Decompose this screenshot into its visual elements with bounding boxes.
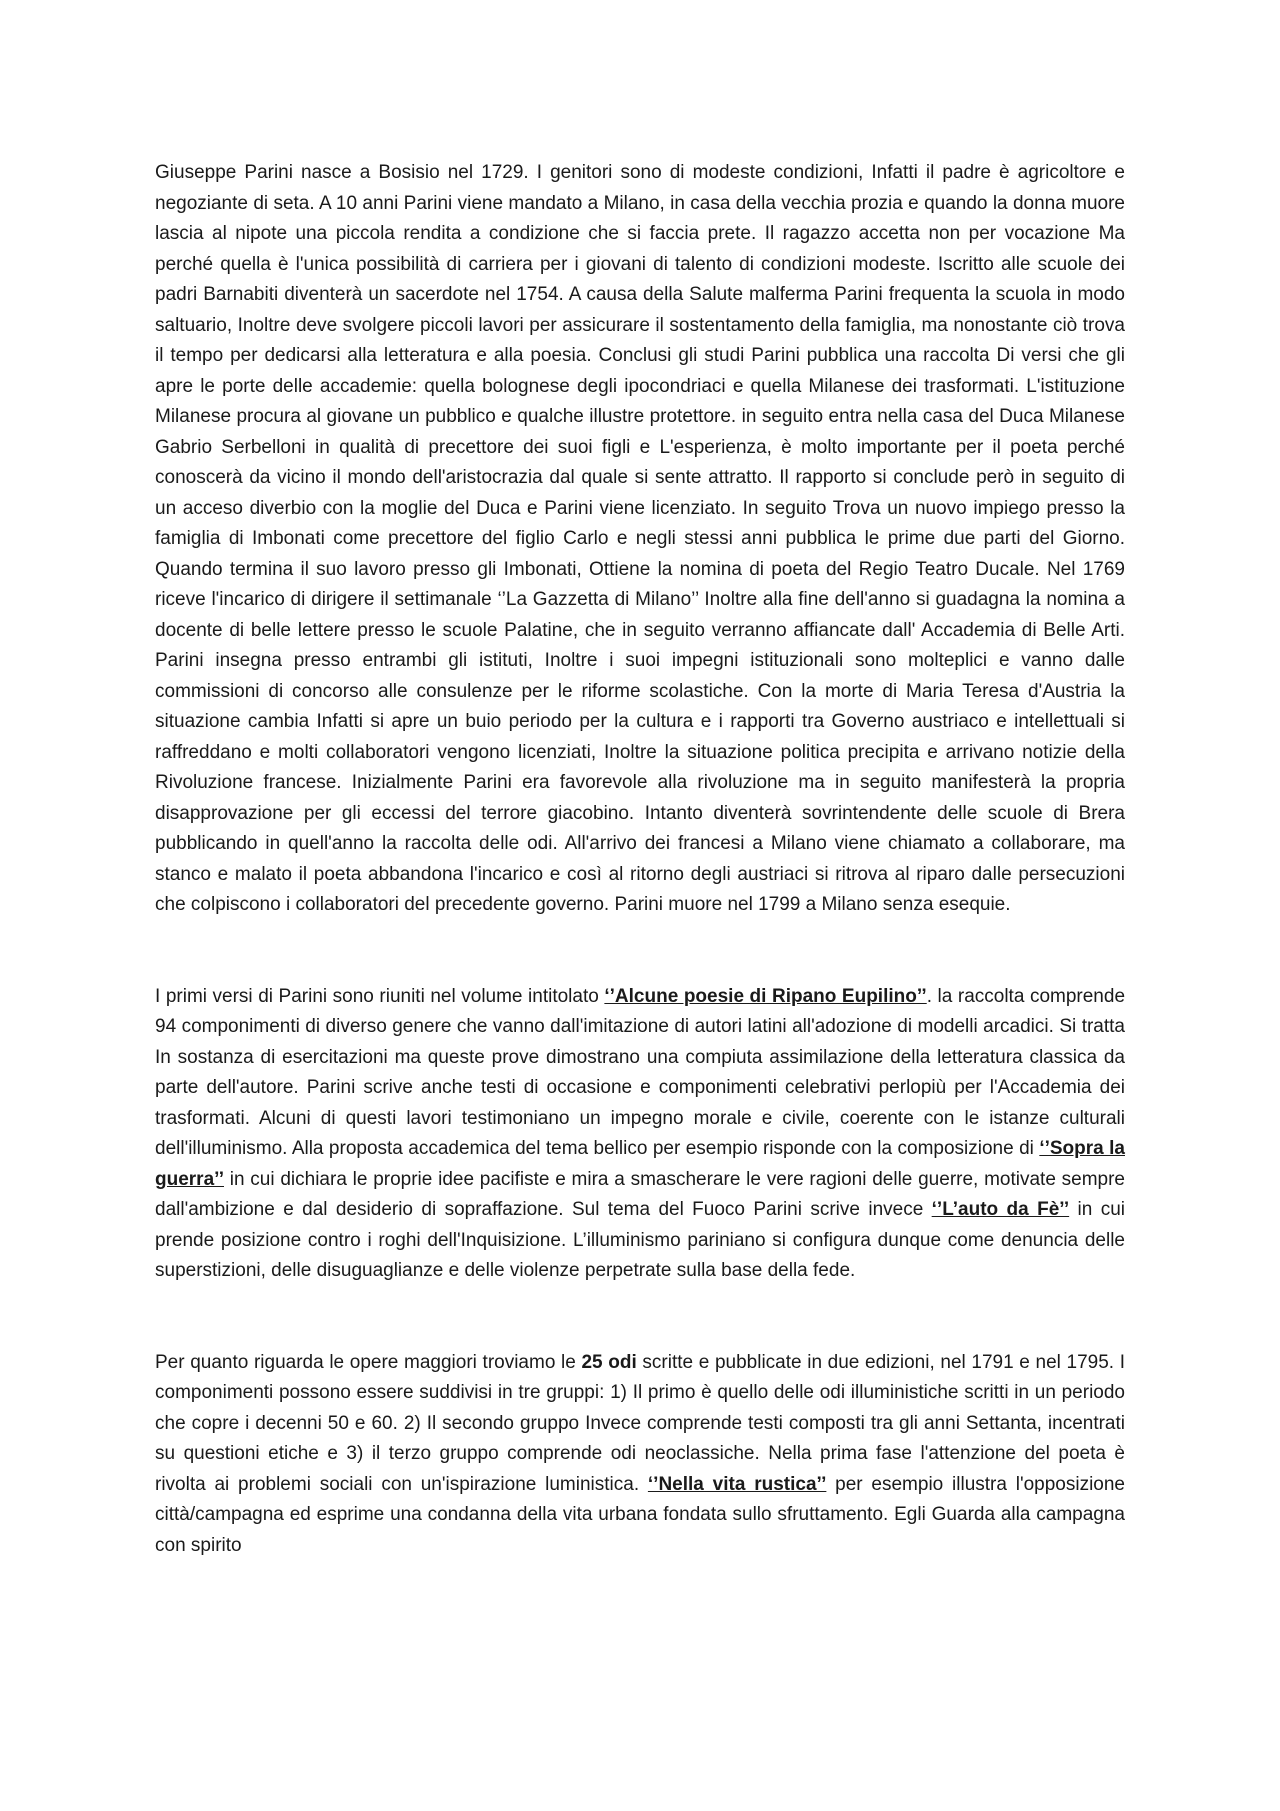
paragraph-biography-text: Giuseppe Parini nasce a Bosisio nel 1729. I genitori sono di modeste condizioni, Infatti il padre è agricoltore e negoziante di seta. A 10 anni Parini viene mandato a Milano, in casa della vecchia prozia e quando la donna muore lascia al nipote una piccola rendita a condizione che si faccia prete. Il ragazzo accetta non per vocazione Ma perché quella è l'unica possibilità di carriera per i giovani di talento di condizioni modeste. Iscritto alle scuole dei padri Barnabiti diventerà un sacerdote nel 1754. A causa della Salute malferma Parini frequenta la scuola in modo saltuario, Inoltre deve svolgere piccoli lavori per assicurare il sostentamento della famiglia, ma nonostante ciò trova il tempo per dedicarsi alla letteratura e alla poesia. Conclusi gli studi Parini pubblica una raccolta Di versi che gli apre le porte delle accademie: quella bolognese degli ipocondriaci e quella Milanese dei trasformati. L'istituzione Milanese procura al giovane un pubblico e qualche illustre protettore. in seguito entra nella casa del Duca Milanese Gabrio Serbelloni in qualità di precettore dei suoi figli e L'esperienza, è molto importante per il poeta perché conoscerà da vicino il mondo dell'aristocrazia dal quale si sente attratto. Il rapporto si conclude però in seguito di un acceso diverbio con la moglie del Duca e Parini viene licenziato. In seguito Trova un nuovo impiego presso la famiglia di Imbonati come precettore del figlio Carlo e negli stessi anni pubblica le prime due parti del Giorno. Quando termina il suo lavoro presso gli Imbonati, Ottiene la nomina di poeta del Regio Teatro Ducale. Nel 1769 riceve l'incarico di dirigere il settimanale ‘’La Gazzetta di Milano’’ Inoltre alla fine dell'anno si guadagna la nomina a docente di belle lettere presso le scuole Palatine, che in seguito verranno affiancate dall' Accademia di Belle Arti. Parini insegna presso entrambi gli istituti, Inoltre i suoi impegni istituzionali sono molteplici e vanno dalle commissioni di concorso alle consulenze per le riforme scolastiche. Con la morte di Maria Teresa d'Austria la situazione cambia Infatti si apre un buio periodo per la cultura e i rapporti tra Governo austriaco e intellettuali si raffreddano e molti collaboratori vengono licenziati, Inoltre la situazione politica precipita e arrivano notizie della Rivoluzione francese. Inizialmente Parini era favorevole alla rivoluzione ma in seguito manifesterà la propria disapprovazione per gli eccessi del terrore giacobino. Intanto diventerà sovrintendente delle scuole di Brera pubblicando in quell'anno la raccolta delle odi. All'arrivo dei francesi a Milano viene chiamato a collaborare, ma stanco e malato il poeta abbandona l'incarico e così al ritorno degli austriaci si ritrova al riparo dalle persecuzioni che colpiscono i collaboratori del precedente governo. Parini muore nel 1799 a Milano senza esequie. xyxy=(155,162,1125,915)
early-works-text-2: . la raccolta comprende 94 componimenti di diverso genere che vanno dall'imitazione di autori latini all'adozione di modelli arcadici. Si tratta In sostanza di esercitazioni ma queste prove dimostrano una compiuta assimilazione della letteratura classica da parte dell'autore. Parini scrive anche testi di occasione e componimenti celebrativi perlopiù per l'Accademia dei trasformati. Alcuni di questi lavori testimoniano un impegno morale e civile, coerente con le istanze culturali dell'illuminismo. Alla proposta accademica del tema bellico per esempio risponde con la composizione di xyxy=(155,985,1126,1159)
document-page xyxy=(155,158,1125,1561)
early-works-text-4: in cui prende posizione contro i roghi dell'Inquisizione. L’illuminismo pariniano si configura dunque come denuncia delle superstizioni, delle disuguaglianze e delle violenze perpetrate sulla base della fede. xyxy=(155,1199,1125,1281)
odi-text-3: per esempio illustra l'opposizione città/campagna ed esprime una condanna della vita urbana fondata sullo sfruttamento. Egli Guarda alla campagna con spirito xyxy=(155,1473,1125,1556)
title-vita-rustica: ‘’Nella vita rustica’’ xyxy=(647,1473,827,1495)
title-auto-da-fe: ‘’L’auto da Fè’’ xyxy=(931,1199,1070,1220)
paragraph-biography xyxy=(155,158,1125,921)
paragraph-odi xyxy=(155,1348,1125,1562)
title-sopra-la-guerra: ‘’Sopra la guerra’’ xyxy=(155,1138,1125,1190)
paragraph-early-works xyxy=(155,982,1125,1287)
early-works-text-3: in cui dichiara le proprie idee pacifiste e mira a smascherare le vere ragioni delle guerre, motivate sempre dall'ambizione e dal desiderio di sopraffazione. Sul tema del Fuoco Parini scrive invece xyxy=(155,1168,1125,1220)
odi-text-1: Per quanto riguarda le opere maggiori troviamo le xyxy=(155,1351,582,1373)
early-works-text-1: I primi versi di Parini sono riuniti nel volume intitolato xyxy=(155,985,605,1007)
title-alcune-poesie: ‘’Alcune poesie di Ripano Eupilino’’ xyxy=(604,985,927,1007)
odi-text-2: scritte e pubblicate in due edizioni, nel 1791 e nel 1795. I componimenti possono essere suddivisi in tre gruppi: 1) Il primo è quello delle odi illuministiche scritti in un periodo che copre i decenni 50 e 60. 2) Il secondo gruppo Invece comprende testi composti tra gli anni Settanta, incentrati su questioni etiche e 3) il terzo gruppo comprende odi neoclassiche. Nella prima fase l'attenzione del poeta è rivolta ai problemi sociali con un'ispirazione luministica. xyxy=(155,1351,1125,1495)
odi-count: 25 odi xyxy=(581,1351,637,1373)
